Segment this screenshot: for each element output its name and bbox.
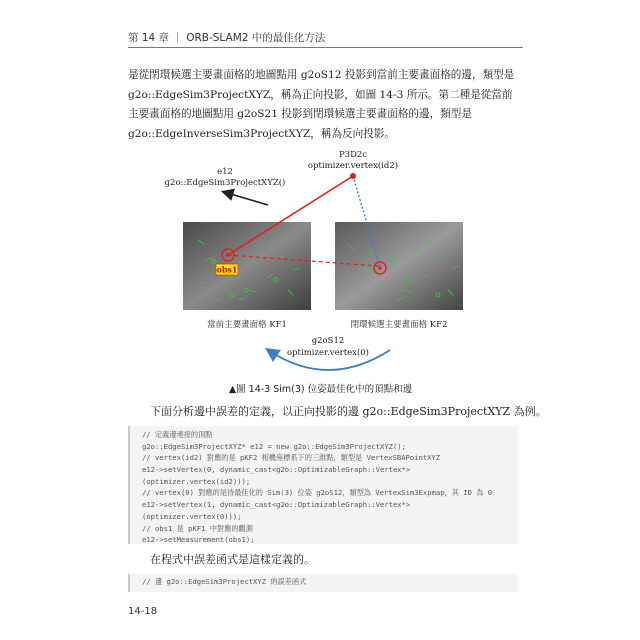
code-line: g2o::EdgeSim3ProjectXYZ* e12 = new g2o::EdgeSim3ProjectXYZ(); [142,441,406,451]
body-paragraph-3: 在程式中誤差函式是這樣定義的。 [150,553,315,566]
chapter-title: 第 14 章 ｜ ORB-SLAM2 中的最佳化方法 [128,32,326,44]
body-paragraph-2: 下面分析邊中誤差的定義，以正向投影的邊 g2o::EdgeSim3ProjectXYZ 為例。 [150,405,547,418]
page-number: 14-18 [128,606,158,617]
body-paragraph-1: 是從閉環候選主要畫面格的地圖點用 g2oS12 投影到當前主要畫面格的邊，類型是 g2o::EdgeSim3ProjectXYZ，稱為正向投影，如圖 14-3 所示。第二種是從當前主要畫面格的地圖點用 g2oS21 投影到閉環候選主要畫面格的邊，類型是 g2o::EdgeInverseSim3ProjectXYZ，稱為反向投影。 [128,69,515,140]
g2os12-label: g2oS12 [311,336,345,346]
code-line: e12->setVertex(1, dynamic_cast<g2o::OptimizableGraph::Vertex*> [142,500,411,510]
code-line: e12->setVertex(0, dynamic_cast<g2o::OptimizableGraph::Vertex*> [142,465,411,475]
right-projection-point [378,266,382,270]
code-block-2: // 邊 g2o::EdgeSim3ProjectXYZ 的誤差函式 [128,574,518,592]
e12-label: e12 [217,167,233,177]
obs1-label: obs1 [216,264,238,275]
code-line: // 定義邊連接的頂點 [142,430,213,439]
figure-diagram [128,150,513,380]
page-header [128,30,523,52]
left-keyframe-label: 當前主要畫面格 KF1 [207,320,287,330]
p3d2c-label: P3D2c [338,150,368,160]
e12-type-label: g2o::EdgeSim3ProjectXYZ() [164,178,286,188]
code-block [128,426,518,544]
right-keyframe-image [335,222,463,310]
right-keyframe-label: 閉環候選主要畫面格 KF2 [350,320,448,330]
code-line: // obs1 是 pKF1 中對應的觀測 [142,523,253,533]
figure-14-3 [128,150,513,400]
left-projection-point [226,253,230,257]
edge-direction-arrow [224,192,268,205]
code-line: e12->setMeasurement(obs1); [142,535,255,545]
figure-caption: ▲圖 14-3 Sim(3) 位姿最佳化中的頂點和邊 [228,384,413,395]
code-line: // vertex(id2) 對應的是 pKF2 相機座標系下的三維點，類型是 VertexSBAPointXYZ [142,453,441,463]
p3d2c-point [350,173,356,179]
code-line: (optimizer.vertex(id2))); [142,476,251,486]
g2os12-vertex-label: optimizer.vertex(0) [287,348,369,358]
left-keyframe-image [183,222,311,310]
p3d2c-vertex-label: optimizer.vertex(id2) [307,161,399,171]
code-line: // vertex(0) 對應的是待最佳化的 Sim(3) 位姿 g2oS12，類型為 VertexSim3Expmap，其 ID 為 0 [142,488,493,498]
code-line: (optimizer.vertex(0))); [142,511,242,521]
header-divider [128,47,523,48]
